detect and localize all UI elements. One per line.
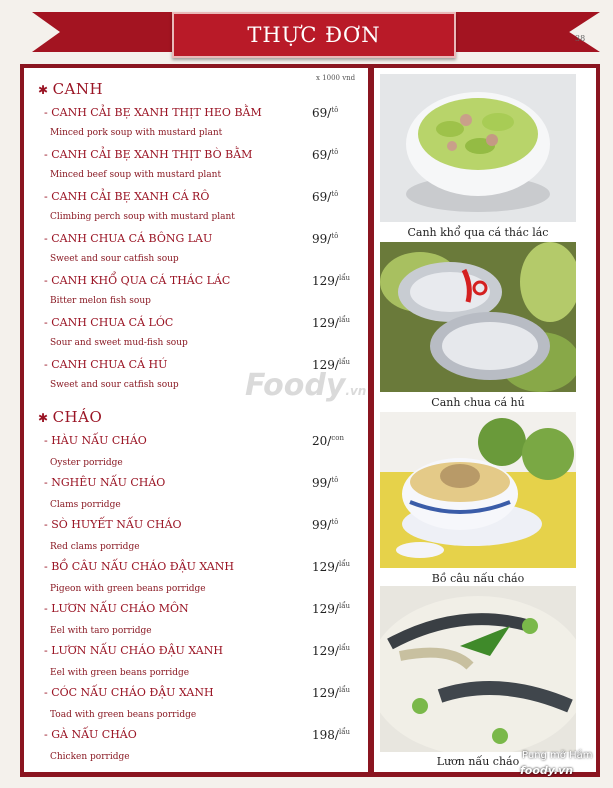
- dish-price: 69/$^{tô}$: [312, 106, 339, 120]
- dish-description: Bitter melon fish soup: [50, 296, 151, 306]
- price-unit-note: x 1000 vnd: [316, 74, 356, 82]
- photo-caption: Canh khổ qua cá thác lác: [407, 226, 549, 239]
- dish-name: - CANH CHUA CÁ HÚ: [44, 358, 168, 371]
- dish-price: 99/$^{tô}$: [312, 232, 339, 246]
- dish-description: Climbing perch soup with mustard plant: [50, 212, 235, 222]
- dish-name: - BỒ CÂU NẤU CHÁO ĐẬU XANH: [44, 560, 234, 573]
- dish-description: Toad with green beans porridge: [50, 710, 197, 720]
- section-title-canh: ✱ CANH: [38, 80, 104, 98]
- dish-description: Clams porridge: [50, 500, 121, 510]
- dish-price: 129/$^{lẩu}$: [312, 316, 350, 330]
- dish-name: - HÀU NẤU CHÁO: [44, 434, 147, 447]
- page-number: 38: [575, 34, 586, 43]
- foody-watermark: Foody.vn: [245, 368, 367, 403]
- dish-description: Sweet and sour catfish soup: [50, 254, 179, 264]
- dish-name: - SÒ HUYẾT NẤU CHÁO: [44, 518, 182, 531]
- dish-price: 99/$^{tô}$: [312, 476, 339, 490]
- dish-name: - GÀ NẤU CHÁO: [44, 728, 137, 741]
- dish-description: Eel with taro porridge: [50, 626, 152, 636]
- dish-name: - CANH CHUA CÁ BÔNG LAU: [44, 232, 213, 245]
- dish-name: - CANH CẢI BẸ XANH CÁ RÔ: [44, 190, 210, 203]
- dish-price: 69/$^{tô}$: [312, 148, 339, 162]
- dish-name: - LƯƠN NẤU CHÁO ĐẬU XANH: [44, 644, 223, 657]
- dish-description: Pigeon with green beans porridge: [50, 584, 206, 594]
- dish-description: Red clams porridge: [50, 542, 140, 552]
- dish-price: 20/$^{con}$: [312, 434, 344, 448]
- dish-description: Chicken porridge: [50, 752, 130, 762]
- dish-price: 69/$^{tô}$: [312, 190, 339, 204]
- dish-description: Minced pork soup with mustard plant: [50, 128, 223, 138]
- dish-description: Sour and sweet mud-fish soup: [50, 338, 188, 348]
- dish-name: - CANH CẢI BẸ XANH THỊT BÒ BẰM: [44, 148, 253, 161]
- dish-name: - CANH CẢI BẸ XANH THỊT HEO BẰM: [44, 106, 262, 119]
- uploader-overlay-text: Pung mỡ Hầm: [522, 750, 593, 761]
- dish-price: 129/$^{lẩu}$: [312, 358, 350, 372]
- section-title-chao: ✱ CHÁO: [38, 408, 103, 426]
- photo-eel-porridge: [380, 586, 576, 752]
- dish-name: - CANH KHỔ QUA CÁ THÁC LÁC: [44, 274, 231, 287]
- photo-caption: Lươn nấu cháo: [436, 755, 520, 768]
- photo-pigeon-porridge: [380, 412, 576, 568]
- dish-price: 129/$^{lẩu}$: [312, 644, 350, 658]
- photo-bitter-melon-soup: [380, 74, 576, 222]
- photo-caption: Bồ câu nấu cháo: [431, 572, 525, 585]
- foody-logo: foody.vn: [520, 764, 574, 777]
- dish-description: Eel with green beans porridge: [50, 668, 190, 678]
- dish-price: 99/$^{tô}$: [312, 518, 339, 532]
- dish-name: - LƯƠN NẤU CHÁO MÔN: [44, 602, 189, 615]
- dish-description: Minced beef soup with mustard plant: [50, 170, 222, 180]
- dish-price: 129/$^{lẩu}$: [312, 274, 350, 288]
- star-bullet-icon: ✱: [38, 411, 49, 425]
- dish-name: - NGHÊU NẤU CHÁO: [44, 476, 166, 489]
- star-bullet-icon: ✱: [38, 83, 49, 97]
- photo-caption: Canh chua cá hú: [431, 396, 525, 409]
- page-title: THỰC ĐƠN: [247, 23, 381, 47]
- dish-name: - CÓC NẤU CHÁO ĐẬU XANH: [44, 686, 214, 699]
- menu-title-banner: [172, 12, 456, 58]
- dish-price: 198/$^{lẩu}$: [312, 728, 350, 742]
- dish-description: Oyster porridge: [50, 458, 123, 468]
- photo-catfish-sour-soup: [380, 242, 576, 392]
- dish-name: - CANH CHUA CÁ LÓC: [44, 316, 174, 329]
- dish-description: Sweet and sour catfish soup: [50, 380, 179, 390]
- dish-price: 129/$^{lẩu}$: [312, 602, 350, 616]
- dish-price: 129/$^{lẩu}$: [312, 560, 350, 574]
- dish-price: 129/$^{lẩu}$: [312, 686, 350, 700]
